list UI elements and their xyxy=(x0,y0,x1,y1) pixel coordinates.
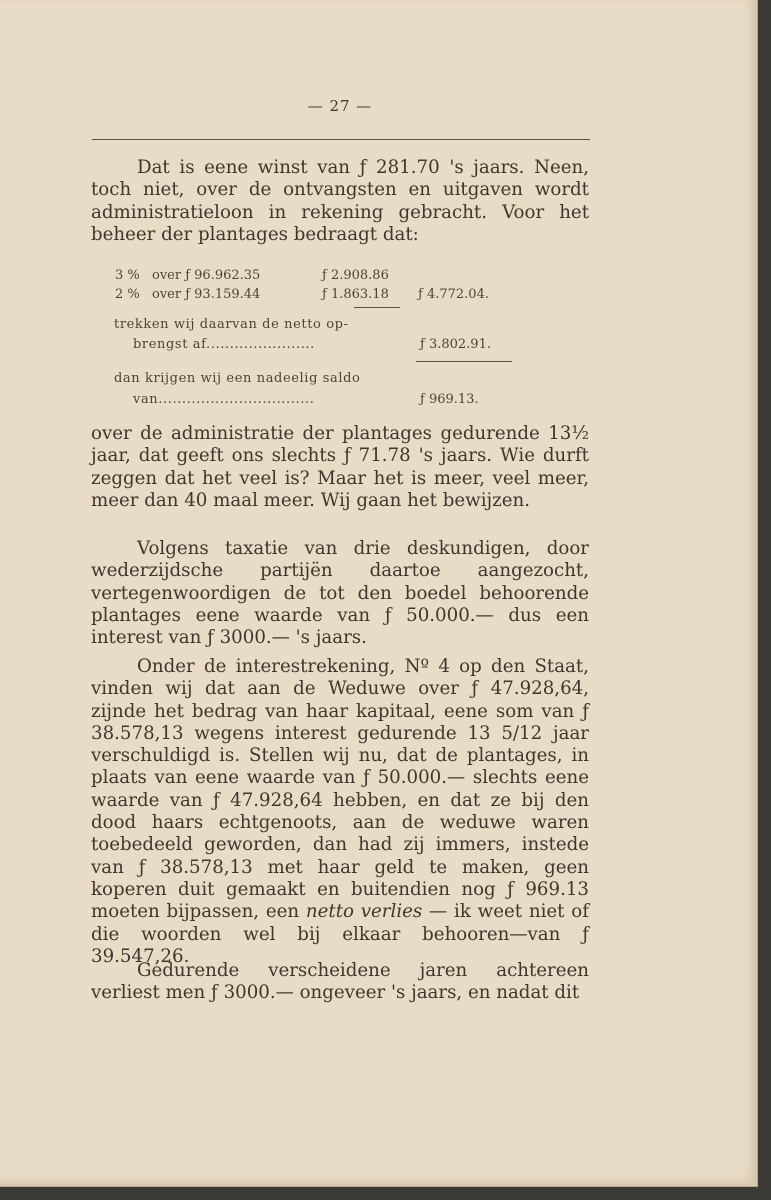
result-amount: ƒ 969.13. xyxy=(420,392,479,407)
italic-emphasis: netto verlies xyxy=(305,901,423,923)
result-label-line2: van................................. xyxy=(133,392,315,407)
subtotal-underline xyxy=(354,307,400,308)
paragraph-4 xyxy=(91,656,589,968)
row2-amount: ƒ 1.863.18 xyxy=(322,287,389,302)
deduct-underline xyxy=(416,361,512,362)
deduct-label-line2: brengst af....................... xyxy=(133,337,315,352)
paragraph-5: Gedurende verscheidene jaren achtereen verliest men ƒ 3000.— ongeveer 's jaars, en nadat dit xyxy=(91,960,589,1004)
page-number: — 27 — xyxy=(307,97,373,115)
row2-rate: 2 % xyxy=(115,287,140,302)
deduct-label-line1: trekken wij daarvan de netto op- xyxy=(114,317,349,332)
paragraph-2: over de administratie der plantages gedurende 13½ jaar, dat geeft ons slechts ƒ 71.78 's jaars. Wie durft zeggen dat het veel is? Maar het is meer, veel meer, meer dan 40 maal meer. Wij gaan het bewijzen. xyxy=(91,423,589,511)
row2-over: over ƒ 93.159.44 xyxy=(152,287,261,302)
paragraph-4-end: — ik weet niet of die woorden wel bij elkaar behooren—van ƒ 39.547,26. xyxy=(91,901,589,967)
paragraph-3: Volgens taxatie van drie deskundigen, door wederzijdsche partijën daartoe aangezocht, vertegenwoordigen de tot den boedel behoorende plantages eene waarde van ƒ 50.000.— dus een interest van ƒ 3000.— 's jaars. xyxy=(91,538,589,649)
row1-over: over ƒ 96.962.35 xyxy=(152,268,261,283)
paragraph-4-start: Onder de interestrekening, Nº 4 op den Staat, vinden wij dat aan de Weduwe over ƒ 47.928,64, zijnde het bedrag van haar kapitaal, eene som van ƒ 38.578,13 wegens interest gedurende 13 5/12 jaar verschuldigd is. Stellen wij nu, dat de plantages, in plaats van eene waarde van ƒ 50.000.— slechts eene waarde van ƒ 47.928,64 hebben, en dat ze bij den dood haars echtgenoots, aan de weduwe waren toebedeeld geworden, dan had zij immers, instede van ƒ 38.578,13 met haar geld te maken, geen koperen duit gemaakt en buitendien nog ƒ 969.13 moeten bijpassen, een xyxy=(91,656,589,923)
row1-rate: 3 % xyxy=(115,268,140,283)
row1-amount: ƒ 2.908.86 xyxy=(322,268,389,283)
paragraph-1: Dat is eene winst van ƒ 281.70 's jaars. Neen, toch niet, over de ontvangsten en uitgaven wordt administratieloon in rekening gebracht. Voor het beheer der plantages bedraagt dat: xyxy=(91,157,589,245)
result-label-line1: dan krijgen wij een nadeelig saldo xyxy=(114,371,361,386)
subtotal-amount: ƒ 4.772.04. xyxy=(418,287,489,302)
header-rule xyxy=(92,139,590,140)
deduct-amount: ƒ 3.802.91. xyxy=(420,337,491,352)
